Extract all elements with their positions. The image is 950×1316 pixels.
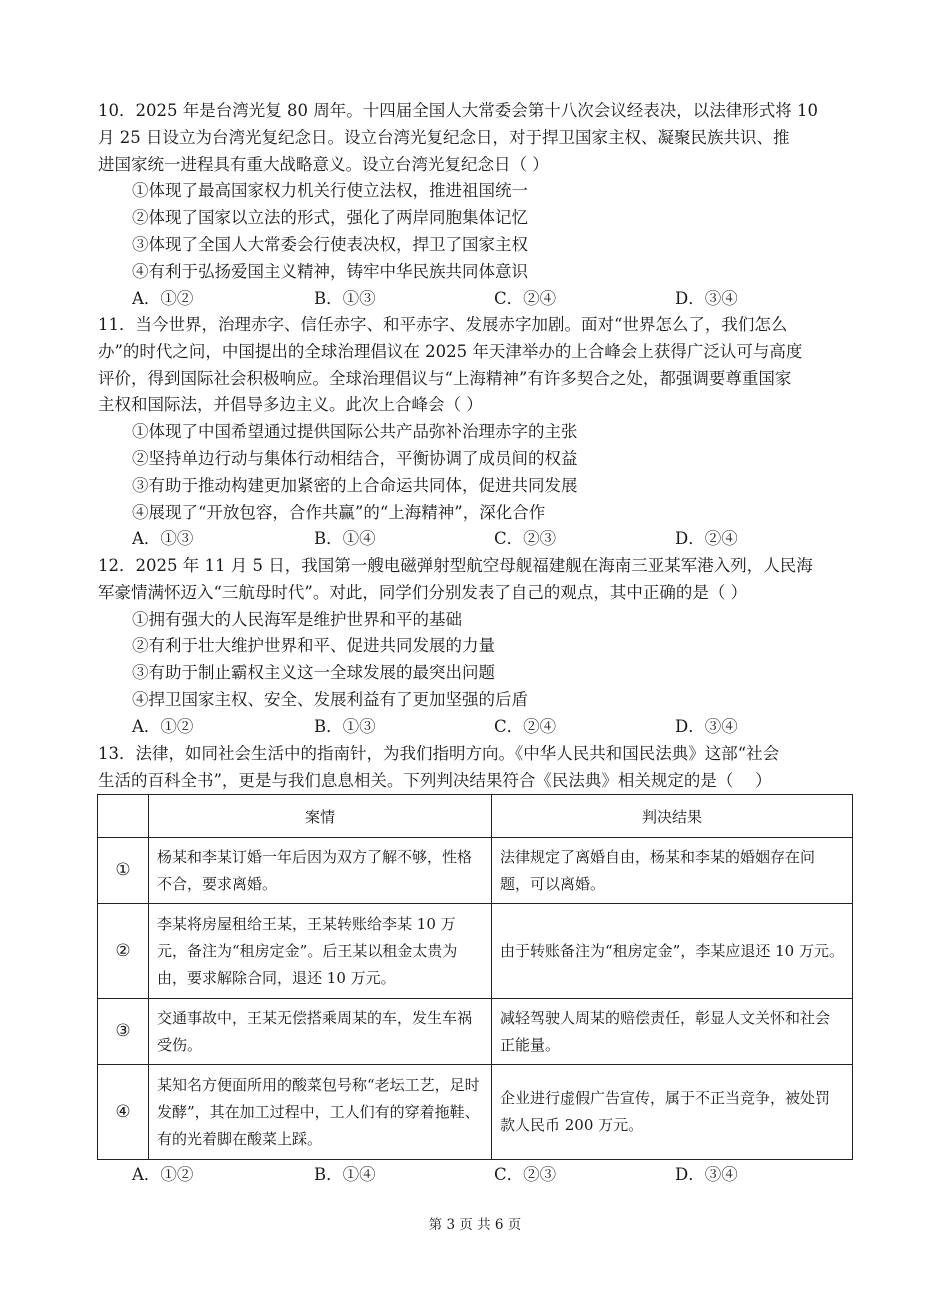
table-row [98, 999, 853, 1065]
question-11 [98, 312, 858, 553]
page-footer: 第 3 页 共 6 页 [428, 1217, 522, 1233]
case-cell: 某知名方便面所用的酸菜包号称“老坛工艺，足时发酵”，其在加工过程中，工人们有的穿着拖鞋、有的光着脚在酸菜上踩。 [149, 1065, 492, 1160]
question-stem-line: 主权和国际法，并倡导多边主义。此次上合峰会（ ） [98, 395, 483, 415]
question-stem-line: 进国家统一进程具有重大战略意义。设立台湾光复纪念日（ ） [98, 154, 549, 174]
choice-c: C．②③ [494, 1165, 557, 1184]
case-table [97, 794, 853, 1160]
statement-option: ②体现了国家以立法的形式，强化了两岸同胞集体记忆 [132, 208, 528, 228]
question-stem-line: 11．当今世界，治理赤字、信任赤字、和平赤字、发展赤字加剧。面对“世界怎么了，我们怎么 [98, 315, 788, 334]
table-row [98, 904, 853, 999]
question-stem-line: 办”的时代之问，中国提出的全球治理倡议在 2025 年天津举办的上合峰会上获得广泛认可与高度 [98, 341, 803, 361]
answer-choices [98, 1162, 858, 1189]
choice-a: A．①② [132, 1165, 194, 1184]
statement-option: ①拥有强大的人民海军是维护世界和平的基础 [132, 609, 462, 629]
choice-c: C．②④ [494, 288, 557, 308]
question-stem-line: 12．2025 年 11 月 5 日，我国第一艘电磁弹射型航空母舰福建舰在海南三亚某军港入列，人民海 [98, 556, 813, 575]
result-cell: 法律规定了离婚自由，杨某和李某的婚姻存在问题，可以离婚。 [492, 838, 853, 904]
table-header-row [98, 795, 853, 838]
row-number: ② [98, 904, 149, 999]
choice-a: A．①② [132, 288, 194, 308]
question-stem-line: 评价，得到国际社会积极响应。全球治理倡议与“上海精神”有许多契合之处，都强调要尊重国家 [98, 368, 792, 388]
result-cell: 企业进行虚假广告宣传，属于不正当竞争，被处罚款人民币 200 万元。 [492, 1065, 853, 1160]
statement-option: ②有利于壮大维护世界和平、促进共同发展的力量 [132, 636, 495, 656]
question-stem-line: 生活的百科全书”，更是与我们息息相关。下列判决结果符合《民法典》相关规定的是（ ） [98, 770, 772, 790]
question-10 [98, 98, 858, 312]
statement-option: ④捍卫国家主权、安全、发展利益有了更加坚强的后盾 [132, 689, 528, 709]
table-header-blank [98, 795, 149, 838]
statement-option: ④有利于弘扬爱国主义精神，铸牢中华民族共同体意识 [132, 261, 528, 281]
statement-option: ①体现了最高国家权力机关行使立法权，推进祖国统一 [132, 181, 528, 201]
case-cell: 李某将房屋租给王某，王某转账给李某 10 万元，备注为“租房定金”。后王某以租金太贵为由，要求解除合同，退还 10 万元。 [149, 904, 492, 999]
choice-d: D．②④ [675, 529, 738, 549]
question-stem-line: 月 25 日设立为台湾光复纪念日。设立台湾光复纪念日，对于捍卫国家主权、凝聚民族共识、推 [98, 127, 790, 147]
answer-choices [98, 286, 858, 313]
choice-a: A．①③ [132, 529, 194, 549]
question-12 [98, 553, 858, 741]
table-header-case: 案情 [149, 795, 492, 838]
result-cell: 减轻驾驶人周某的赔偿责任，彰显人文关怀和社会正能量。 [492, 999, 853, 1065]
statement-option: ③有助于推动构建更加紧密的上合命运共同体，促进共同发展 [132, 475, 578, 495]
answer-choices [98, 714, 858, 741]
choice-b: B．①③ [314, 288, 376, 308]
choice-c: C．②④ [494, 716, 557, 736]
question-13-choices [98, 1162, 858, 1189]
row-number: ④ [98, 1065, 149, 1160]
statement-option: ③体现了全国人大常委会行使表决权，捍卫了国家主权 [132, 234, 528, 254]
question-stem-line: 13．法律，如同社会生活中的指南针，为我们指明方向。《中华人民共和国民法典》这部“社会 [98, 744, 780, 763]
table-header-result: 判决结果 [492, 795, 853, 838]
choice-d: D．③④ [675, 1165, 738, 1184]
question-stem-line: 军豪情满怀迈入“三航母时代”。对此，同学们分别发表了自己的观点，其中正确的是（ ） [98, 582, 748, 602]
statement-option: ④展现了“开放包容，合作共赢”的“上海精神”，深化合作 [132, 502, 546, 522]
question-stem-line: 10．2025 年是台湾光复 80 周年。十四届全国人大常委会第十八次会议经表决，以法律形式将 10 [98, 101, 818, 120]
table-row [98, 1065, 853, 1160]
choice-b: B．①④ [314, 1165, 376, 1184]
choice-a: A．①② [132, 716, 194, 736]
statement-option: ②坚持单边行动与集体行动相结合，平衡协调了成员间的权益 [132, 448, 578, 468]
statement-option: ①体现了中国希望通过提供国际公共产品弥补治理赤字的主张 [132, 422, 578, 442]
result-cell: 由于转账备注为“租房定金”，李某应退还 10 万元。 [492, 904, 853, 999]
row-number: ① [98, 838, 149, 904]
question-13 [98, 741, 858, 795]
choice-c: C．②③ [494, 529, 557, 549]
choice-d: D．③④ [675, 288, 738, 308]
table-row [98, 838, 853, 904]
case-cell: 交通事故中，王某无偿搭乘周某的车，发生车祸受伤。 [149, 999, 492, 1065]
choice-b: B．①④ [314, 529, 376, 549]
case-cell: 杨某和李某订婚一年后因为双方了解不够，性格不合，要求离婚。 [149, 838, 492, 904]
choice-d: D．③④ [675, 716, 738, 736]
choice-b: B．①③ [314, 716, 376, 736]
row-number: ③ [98, 999, 149, 1065]
answer-choices [98, 526, 858, 553]
statement-option: ③有助于制止霸权主义这一全球发展的最突出问题 [132, 663, 495, 683]
